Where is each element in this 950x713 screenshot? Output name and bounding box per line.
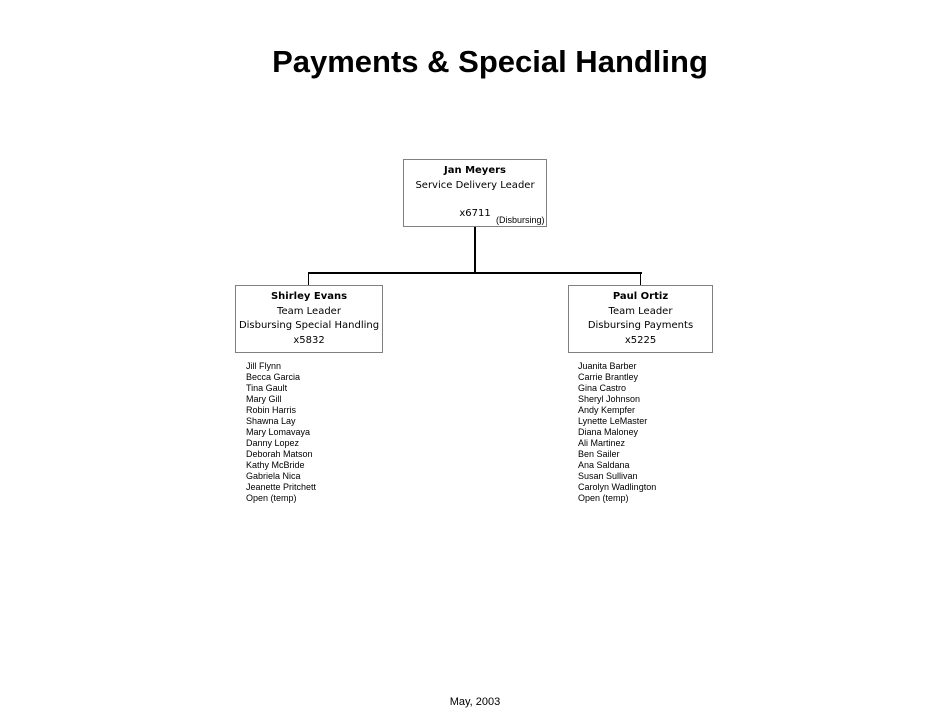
team-member: Becca Garcia [246, 372, 301, 382]
team-unit: Disbursing Payments [587, 320, 694, 331]
person-role: Team Leader [277, 305, 341, 317]
org-box-service-delivery-leader [403, 159, 547, 227]
team-member: Jeanette Pritchett [246, 482, 317, 492]
team-member: Tina Gault [246, 383, 288, 393]
team-member: Open (temp) [578, 493, 629, 503]
connector-horizontal [308, 272, 642, 274]
footer-date: May, 2003 [449, 696, 501, 708]
team-member: Andy Kempfer [578, 405, 636, 415]
person-role: Team Leader [608, 305, 673, 317]
team-member: Ben Sailer [578, 449, 620, 459]
team-member: Sheryl Johnson [578, 394, 641, 404]
team-member: Carolyn Wadlington [578, 482, 657, 492]
team-member: Diana Maloney [578, 427, 639, 437]
team-member-list-special-handling [246, 361, 316, 504]
team-member: Mary Gill [246, 394, 282, 404]
team-member: Danny Lopez [246, 438, 300, 448]
team-member: Gina Castro [578, 383, 627, 393]
team-member: Carrie Brantley [578, 372, 639, 382]
team-unit: Disbursing Special Handling [238, 320, 380, 331]
team-member: Mary Lomavaya [246, 427, 311, 437]
team-member: Robin Harris [246, 405, 297, 415]
person-extension: x5225 [624, 334, 657, 346]
person-role: Service Delivery Leader [415, 179, 535, 191]
connector-left-down [308, 272, 309, 285]
team-member: Deborah Matson [246, 449, 313, 459]
team-member: Juanita Barber [578, 361, 637, 371]
org-box-team-leader-special-handling [235, 285, 383, 353]
person-name: Jan Meyers [444, 165, 506, 176]
team-member: Ali Martinez [578, 438, 626, 448]
team-member: Susan Sullivan [578, 471, 638, 481]
team-member: Open (temp) [246, 493, 297, 503]
person-extension: x5832 [293, 334, 325, 346]
page-title: Payments & Special Handling [272, 44, 708, 79]
team-member: Jill Flynn [246, 361, 282, 371]
team-member: Kathy McBride [246, 460, 305, 470]
team-member-list-payments [578, 361, 656, 504]
org-box-team-leader-payments [568, 285, 713, 353]
team-member: Shawna Lay [246, 416, 296, 426]
team-member: Ana Saldana [578, 460, 630, 470]
department-label: (Disbursing) [496, 215, 545, 225]
person-extension: x6711 [459, 208, 491, 219]
person-name: Shirley Evans [270, 291, 348, 302]
connector-right-down [640, 272, 641, 285]
connector-root-down [474, 227, 476, 273]
team-member: Gabriela Nica [246, 471, 301, 481]
person-name: Paul Ortiz [612, 291, 669, 302]
team-member: Lynette LeMaster [578, 416, 648, 426]
